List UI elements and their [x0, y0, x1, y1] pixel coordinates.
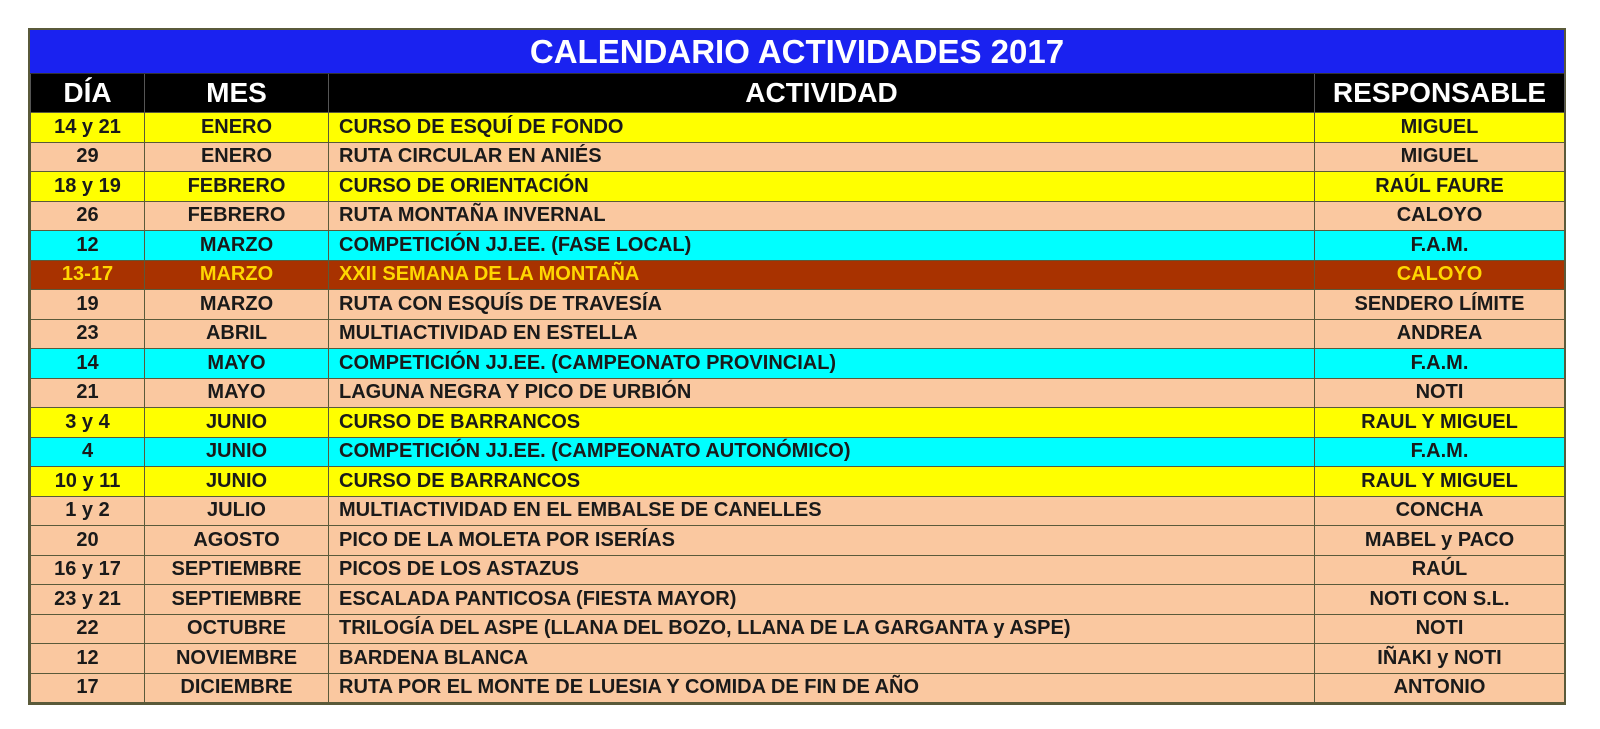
- cell-actividad: TRILOGÍA DEL ASPE (LLANA DEL BOZO, LLANA DE LA GARGANTA y ASPE): [329, 614, 1315, 644]
- table-row: [31, 378, 1565, 408]
- header-responsable: RESPONSABLE: [1315, 74, 1565, 113]
- table-row: [31, 142, 1565, 172]
- cell-actividad: COMPETICIÓN JJ.EE. (CAMPEONATO AUTONÓMICO): [329, 437, 1315, 467]
- table-row: [31, 437, 1565, 467]
- cell-responsable: IÑAKI y NOTI: [1315, 644, 1565, 674]
- table-row: [31, 349, 1565, 379]
- header-dia: DÍA: [31, 74, 145, 113]
- cell-actividad: CURSO DE ESQUÍ DE FONDO: [329, 113, 1315, 143]
- cell-dia: 23 y 21: [31, 585, 145, 615]
- cell-actividad: COMPETICIÓN JJ.EE. (CAMPEONATO PROVINCIAL): [329, 349, 1315, 379]
- cell-dia: 21: [31, 378, 145, 408]
- cell-dia: 19: [31, 290, 145, 320]
- cell-responsable: RAUL Y MIGUEL: [1315, 467, 1565, 497]
- cell-responsable: F.A.M.: [1315, 349, 1565, 379]
- header-row: [31, 74, 1565, 113]
- cell-responsable: F.A.M.: [1315, 437, 1565, 467]
- cell-mes: DICIEMBRE: [145, 673, 329, 703]
- cell-mes: JUNIO: [145, 408, 329, 438]
- cell-mes: MAYO: [145, 349, 329, 379]
- cell-responsable: RAÚL: [1315, 555, 1565, 585]
- cell-mes: MARZO: [145, 231, 329, 261]
- cell-mes: ENERO: [145, 142, 329, 172]
- cell-mes: FEBRERO: [145, 201, 329, 231]
- cell-responsable: CONCHA: [1315, 496, 1565, 526]
- cell-actividad: ESCALADA PANTICOSA (FIESTA MAYOR): [329, 585, 1315, 615]
- cell-dia: 17: [31, 673, 145, 703]
- cell-mes: OCTUBRE: [145, 614, 329, 644]
- cell-responsable: CALOYO: [1315, 201, 1565, 231]
- cell-dia: 12: [31, 231, 145, 261]
- cell-actividad: BARDENA BLANCA: [329, 644, 1315, 674]
- header-mes: MES: [145, 74, 329, 113]
- cell-mes: SEPTIEMBRE: [145, 585, 329, 615]
- cell-actividad: CURSO DE ORIENTACIÓN: [329, 172, 1315, 202]
- cell-actividad: PICOS DE LOS ASTAZUS: [329, 555, 1315, 585]
- cell-responsable: ANTONIO: [1315, 673, 1565, 703]
- cell-actividad: XXII SEMANA DE LA MONTAÑA: [329, 260, 1315, 290]
- cell-mes: SEPTIEMBRE: [145, 555, 329, 585]
- cell-dia: 16 y 17: [31, 555, 145, 585]
- table-row: [31, 614, 1565, 644]
- cell-actividad: RUTA CON ESQUÍS DE TRAVESÍA: [329, 290, 1315, 320]
- cell-dia: 3 y 4: [31, 408, 145, 438]
- cell-dia: 1 y 2: [31, 496, 145, 526]
- cell-mes: FEBRERO: [145, 172, 329, 202]
- table-row: [31, 231, 1565, 261]
- cell-actividad: RUTA POR EL MONTE DE LUESIA Y COMIDA DE FIN DE AÑO: [329, 673, 1315, 703]
- cell-mes: JUNIO: [145, 437, 329, 467]
- cell-responsable: MABEL y PACO: [1315, 526, 1565, 556]
- table-row: [31, 113, 1565, 143]
- calendar-sheet: [28, 28, 1566, 705]
- cell-responsable: MIGUEL: [1315, 113, 1565, 143]
- cell-actividad: CURSO DE BARRANCOS: [329, 408, 1315, 438]
- cell-responsable: MIGUEL: [1315, 142, 1565, 172]
- table-row: [31, 201, 1565, 231]
- cell-actividad: MULTIACTIVIDAD EN ESTELLA: [329, 319, 1315, 349]
- cell-actividad: MULTIACTIVIDAD EN EL EMBALSE DE CANELLES: [329, 496, 1315, 526]
- cell-responsable: RAÚL FAURE: [1315, 172, 1565, 202]
- cell-responsable: F.A.M.: [1315, 231, 1565, 261]
- header-actividad: ACTIVIDAD: [329, 74, 1315, 113]
- cell-dia: 12: [31, 644, 145, 674]
- cell-responsable: SENDERO LÍMITE: [1315, 290, 1565, 320]
- table-row: [31, 319, 1565, 349]
- cell-dia: 20: [31, 526, 145, 556]
- cell-responsable: NOTI: [1315, 378, 1565, 408]
- cell-mes: AGOSTO: [145, 526, 329, 556]
- cell-dia: 14 y 21: [31, 113, 145, 143]
- cell-mes: JUNIO: [145, 467, 329, 497]
- cell-responsable: NOTI: [1315, 614, 1565, 644]
- cell-responsable: ANDREA: [1315, 319, 1565, 349]
- cell-mes: MARZO: [145, 260, 329, 290]
- cell-dia: 14: [31, 349, 145, 379]
- cell-actividad: LAGUNA NEGRA Y PICO DE URBIÓN: [329, 378, 1315, 408]
- table-row: [31, 467, 1565, 497]
- calendar-title: CALENDARIO ACTIVIDADES 2017: [30, 30, 1564, 74]
- cell-dia: 29: [31, 142, 145, 172]
- table-row: [31, 172, 1565, 202]
- cell-responsable: NOTI CON S.L.: [1315, 585, 1565, 615]
- table-row: [31, 585, 1565, 615]
- table-row: [31, 260, 1565, 290]
- table-body: [31, 113, 1565, 703]
- cell-actividad: CURSO DE BARRANCOS: [329, 467, 1315, 497]
- cell-responsable: CALOYO: [1315, 260, 1565, 290]
- table-row: [31, 290, 1565, 320]
- cell-actividad: PICO DE LA MOLETA POR ISERÍAS: [329, 526, 1315, 556]
- cell-dia: 23: [31, 319, 145, 349]
- cell-actividad: COMPETICIÓN JJ.EE. (FASE LOCAL): [329, 231, 1315, 261]
- table-row: [31, 644, 1565, 674]
- cell-dia: 18 y 19: [31, 172, 145, 202]
- cell-mes: NOVIEMBRE: [145, 644, 329, 674]
- activities-table: [30, 74, 1565, 703]
- cell-actividad: RUTA CIRCULAR EN ANIÉS: [329, 142, 1315, 172]
- table-row: [31, 526, 1565, 556]
- cell-responsable: RAUL Y MIGUEL: [1315, 408, 1565, 438]
- cell-mes: ENERO: [145, 113, 329, 143]
- cell-dia: 4: [31, 437, 145, 467]
- cell-mes: MARZO: [145, 290, 329, 320]
- cell-dia: 13-17: [31, 260, 145, 290]
- cell-dia: 22: [31, 614, 145, 644]
- cell-mes: JULIO: [145, 496, 329, 526]
- table-row: [31, 496, 1565, 526]
- table-row: [31, 408, 1565, 438]
- cell-dia: 10 y 11: [31, 467, 145, 497]
- cell-actividad: RUTA MONTAÑA INVERNAL: [329, 201, 1315, 231]
- cell-mes: ABRIL: [145, 319, 329, 349]
- table-row: [31, 555, 1565, 585]
- cell-dia: 26: [31, 201, 145, 231]
- table-row: [31, 673, 1565, 703]
- cell-mes: MAYO: [145, 378, 329, 408]
